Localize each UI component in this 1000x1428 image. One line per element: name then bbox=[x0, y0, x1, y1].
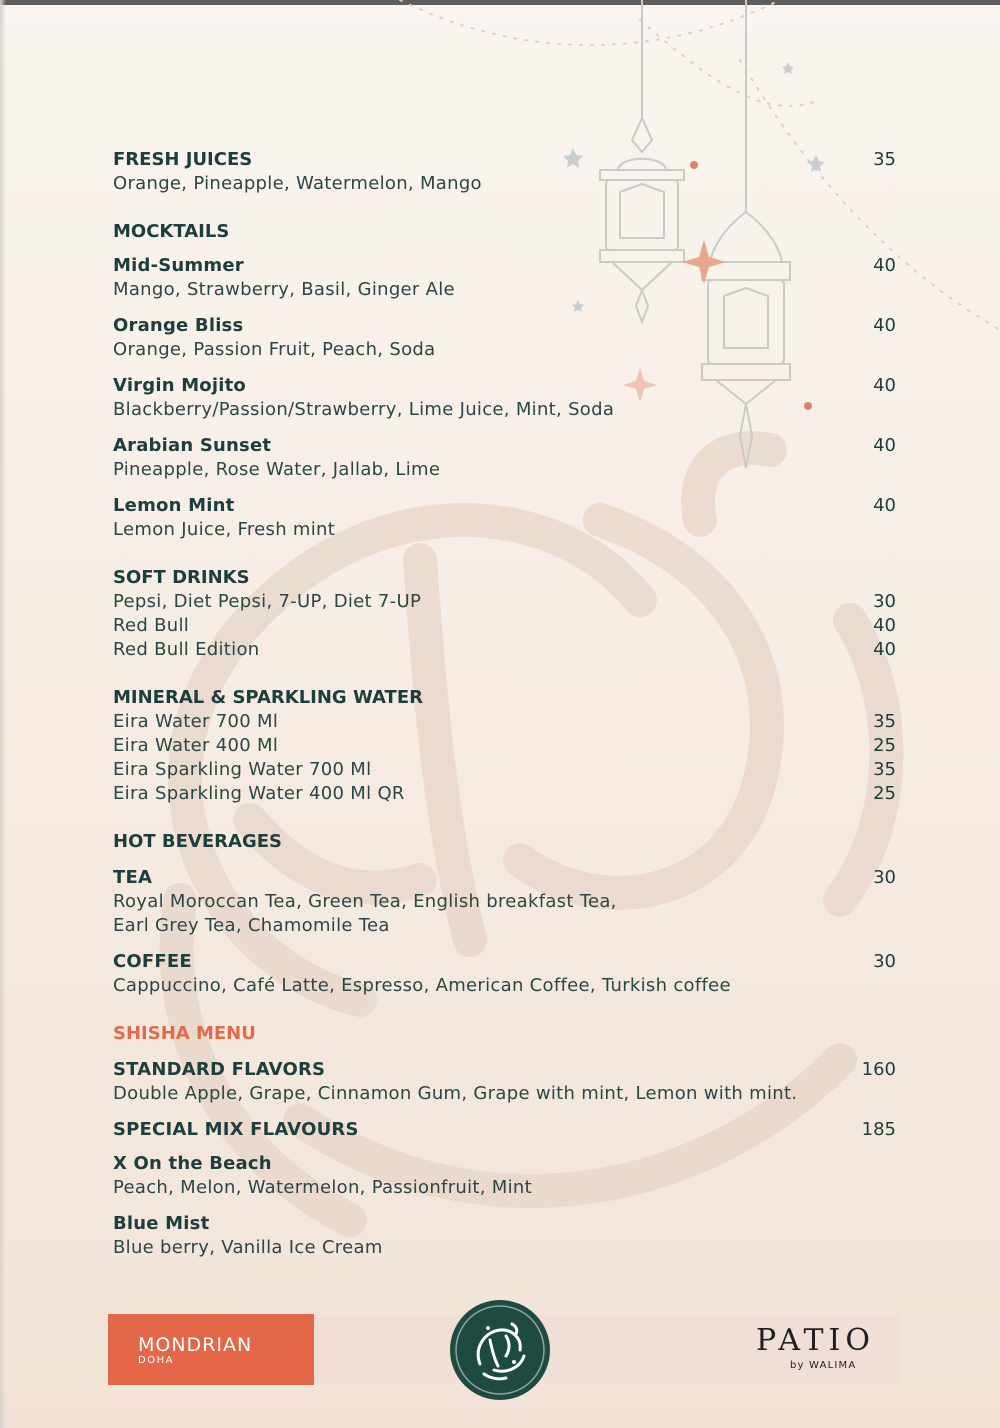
menu-item-name: Eira Water 700 Ml bbox=[113, 711, 279, 732]
menu-item-description: Lemon Juice, Fresh mint bbox=[113, 519, 336, 540]
section-title-fresh-juices: FRESH JUICES bbox=[113, 149, 253, 170]
menu-item-name: Eira Sparkling Water 400 Ml QR bbox=[113, 783, 405, 804]
menu-item-name-coffee: COFFEE bbox=[113, 951, 192, 972]
price-coffee: 30 bbox=[873, 951, 896, 972]
mondrian-logo-sub: DOHA bbox=[138, 1355, 174, 1366]
section-title-mocktails: MOCKTAILS bbox=[113, 221, 230, 242]
mondrian-logo bbox=[108, 1314, 314, 1385]
description-fresh-juices: Orange, Pineapple, Watermelon, Mango bbox=[113, 173, 482, 194]
menu-item-price: 40 bbox=[873, 255, 896, 276]
menu-item-description: Mango, Strawberry, Basil, Ginger Ale bbox=[113, 279, 455, 300]
calligraphy-emblem-icon bbox=[450, 1300, 550, 1400]
menu-item-description: Orange, Passion Fruit, Peach, Soda bbox=[113, 339, 436, 360]
menu-item-price: 40 bbox=[873, 615, 896, 636]
menu-item-name: Eira Water 400 Ml bbox=[113, 735, 279, 756]
menu-item-description: Peach, Melon, Watermelon, Passionfruit, Mint bbox=[113, 1177, 532, 1198]
menu-item-price: 30 bbox=[873, 591, 896, 612]
menu-item-price: 40 bbox=[873, 375, 896, 396]
description-coffee: Cappuccino, Café Latte, Espresso, American Coffee, Turkish coffee bbox=[113, 975, 731, 996]
menu-item-name: Red Bull Edition bbox=[113, 639, 260, 660]
description-standard-flavors: Double Apple, Grape, Cinnamon Gum, Grape with mint, Lemon with mint. bbox=[113, 1083, 798, 1104]
menu-item-name: Lemon Mint bbox=[113, 495, 235, 516]
menu-item-description: Blue berry, Vanilla Ice Cream bbox=[113, 1237, 383, 1258]
section-title-shisha: SHISHA MENU bbox=[113, 1023, 256, 1044]
menu-item-name: Virgin Mojito bbox=[113, 375, 246, 396]
price-special-mix: 185 bbox=[861, 1119, 896, 1140]
description-tea-line-1: Royal Moroccan Tea, Green Tea, English breakfast Tea, bbox=[113, 891, 617, 912]
menu-item-name-tea: TEA bbox=[113, 867, 153, 888]
patio-logo-sub: by WALIMA bbox=[790, 1360, 857, 1371]
description-tea-line-2: Earl Grey Tea, Chamomile Tea bbox=[113, 915, 390, 936]
section-title-hot-beverages: HOT BEVERAGES bbox=[113, 831, 282, 852]
garland-icon bbox=[400, 0, 1000, 330]
menu-item-name: Blue Mist bbox=[113, 1213, 210, 1234]
price-standard-flavors: 160 bbox=[861, 1059, 896, 1080]
mondrian-logo-name: MONDRIAN bbox=[138, 1334, 253, 1356]
price-tea: 30 bbox=[873, 867, 896, 888]
menu-item-description: Blackberry/Passion/Strawberry, Lime Juice, Mint, Soda bbox=[113, 399, 615, 420]
lantern-right-icon bbox=[702, 0, 790, 468]
menu-item-name: Orange Bliss bbox=[113, 315, 244, 336]
section-title-soft-drinks: SOFT DRINKS bbox=[113, 567, 250, 588]
menu-item-price: 40 bbox=[873, 435, 896, 456]
menu-item-name-special-mix: SPECIAL MIX FLAVOURS bbox=[113, 1119, 359, 1140]
menu-item-name: X On the Beach bbox=[113, 1153, 272, 1174]
menu-item-price: 35 bbox=[873, 759, 896, 780]
menu-item-name: Mid-Summer bbox=[113, 255, 244, 276]
menu-item-price: 25 bbox=[873, 783, 896, 804]
menu-item-description: Pineapple, Rose Water, Jallab, Lime bbox=[113, 459, 441, 480]
price-fresh-juices: 35 bbox=[873, 149, 896, 170]
section-title-water: MINERAL & SPARKLING WATER bbox=[113, 687, 423, 708]
menu-item-price: 40 bbox=[873, 495, 896, 516]
menu-item-price: 25 bbox=[873, 735, 896, 756]
lantern-left-icon bbox=[600, 0, 684, 322]
menu-item-name: Red Bull bbox=[113, 615, 190, 636]
sparkle-icons bbox=[563, 62, 825, 410]
patio-logo bbox=[756, 1323, 875, 1371]
menu-item-price: 35 bbox=[873, 711, 896, 732]
menu-item-name: Eira Sparkling Water 700 Ml bbox=[113, 759, 372, 780]
menu-item-name: Arabian Sunset bbox=[113, 435, 272, 456]
menu-item-name-standard-flavors: STANDARD FLAVORS bbox=[113, 1059, 326, 1080]
menu-item-price: 40 bbox=[873, 315, 896, 336]
patio-logo-name: PATIO bbox=[756, 1323, 875, 1358]
menu-item-name: Pepsi, Diet Pepsi, 7-UP, Diet 7-UP bbox=[113, 591, 422, 612]
menu-item-price: 40 bbox=[873, 639, 896, 660]
